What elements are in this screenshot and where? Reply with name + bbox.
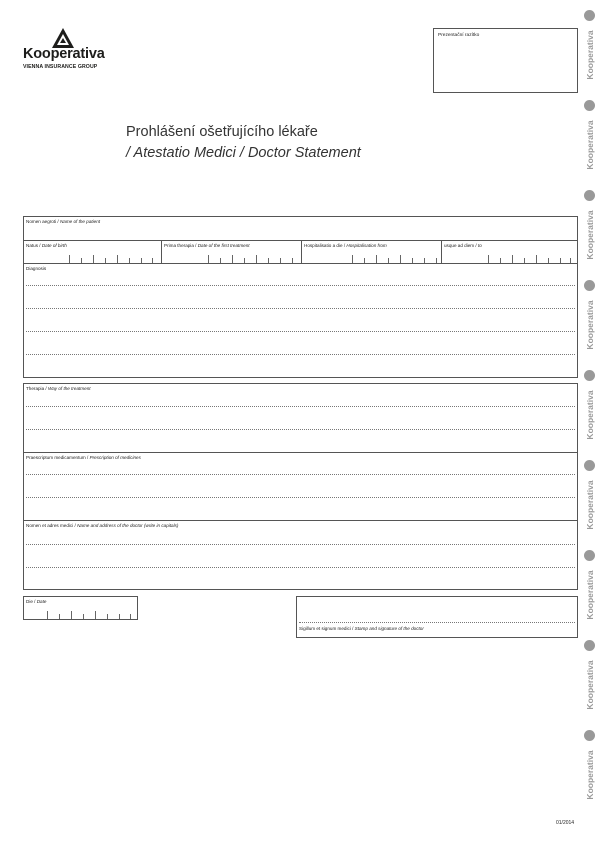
side-brand-text: Kooperativa [585, 570, 595, 620]
side-logo-icon [584, 10, 595, 21]
diagnosis-field[interactable] [24, 264, 577, 377]
therapy-field[interactable] [24, 384, 577, 452]
therapy-label: Therapia / Way of the treatment [26, 386, 91, 391]
dob-label: Natus / Date of birth [26, 243, 67, 248]
prescription-field[interactable] [24, 453, 577, 520]
side-logo-icon [584, 280, 595, 291]
hospitalisation-from-field[interactable] [302, 241, 441, 263]
side-logo-icon [584, 100, 595, 111]
stamp-label: Prezentační razítko [438, 33, 480, 38]
side-logo-icon [584, 370, 595, 381]
first-treatment-field[interactable] [162, 241, 301, 263]
date-field[interactable] [23, 596, 138, 620]
side-brand-text: Kooperativa [585, 480, 595, 530]
side-brand-text: Kooperativa [585, 30, 595, 80]
doctor-field[interactable] [24, 521, 577, 589]
prescription-label: Praescriptum medicamentum / Prescription of medicines [26, 455, 141, 460]
form-code: 01/2014 [556, 820, 575, 826]
side-brand-text: Kooperativa [585, 210, 595, 260]
date-label: Die / Date [26, 599, 47, 604]
doctor-label: Nomen et adres medici / Name and address of the doctor (write in capitals) [26, 523, 179, 528]
side-brand-text: Kooperativa [585, 120, 595, 170]
side-brand-text: Kooperativa [585, 660, 595, 710]
side-brand-strip [582, 0, 598, 849]
treatment-section [23, 383, 578, 590]
brand-group: VIENNA INSURANCE GROUP [23, 64, 98, 70]
side-logo-icon [584, 730, 595, 741]
presentation-stamp-box[interactable] [433, 28, 578, 93]
hospitalisation-from-label: Hospitalisatio a die / Hospitalisation from [304, 243, 387, 248]
side-logo-icon [584, 190, 595, 201]
patient-name-label: Nomen aegroti / Name of the patient [26, 219, 101, 224]
hospitalisation-to-label: usque ad diem / to [444, 243, 482, 248]
form-title: Prohlášení ošetřujícího lékaře [126, 124, 318, 140]
signature-label: Sigillum et signum medici / Stamp and signature of the doctor [299, 626, 424, 631]
patient-name-field[interactable] [24, 217, 577, 240]
signature-field[interactable] [296, 596, 578, 638]
patient-section [23, 216, 578, 378]
side-logo-icon [584, 640, 595, 651]
side-brand-text: Kooperativa [585, 750, 595, 800]
side-logo-icon [584, 550, 595, 561]
side-brand-text: Kooperativa [585, 300, 595, 350]
dob-field[interactable] [24, 241, 161, 263]
form-subtitle: / Atestatio Medici / Doctor Statement [126, 145, 361, 161]
side-brand-text: Kooperativa [585, 390, 595, 440]
side-logo-icon [584, 460, 595, 471]
hospitalisation-to-field[interactable] [442, 241, 577, 263]
brand-name: Kooperativa [23, 46, 105, 62]
first-treatment-label: Prima therapia / Date of the first treatment [164, 243, 250, 248]
diagnosis-label: Diagnosis [26, 266, 47, 271]
